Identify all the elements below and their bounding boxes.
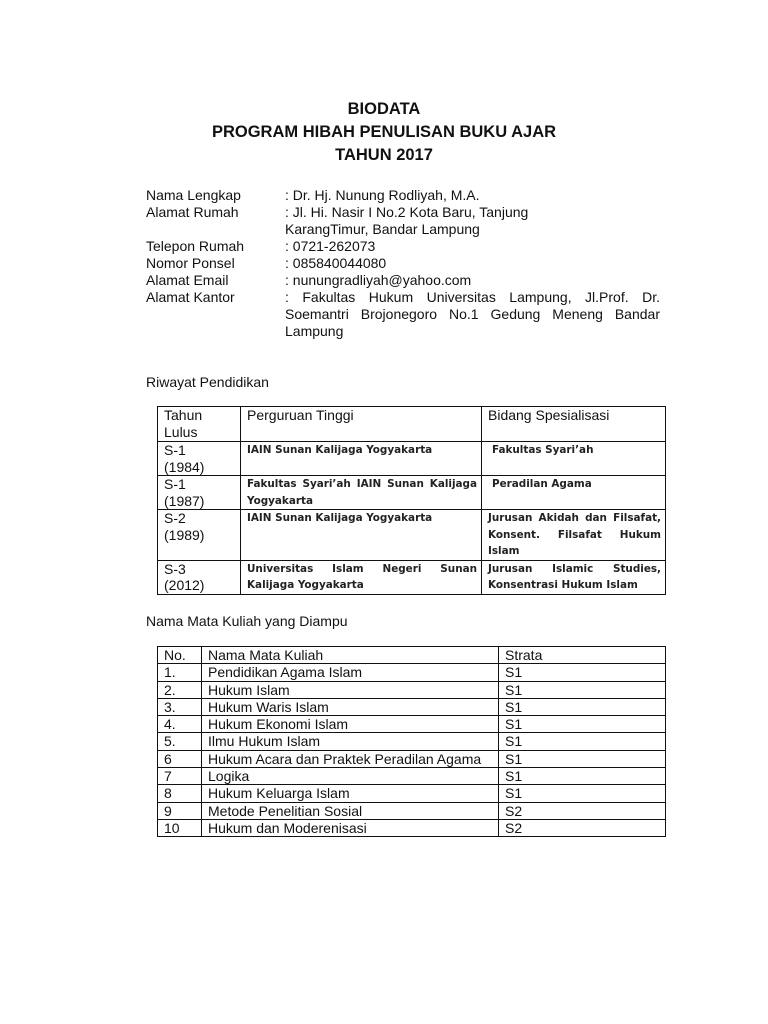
no-cell: 4. bbox=[158, 716, 202, 733]
bio-value: : 085840044080 bbox=[285, 255, 387, 271]
bio-value: : Dr. Hj. Nunung Rodliyah, M.A. bbox=[285, 187, 480, 203]
field-cell: Fakultas Syari’ah bbox=[482, 442, 666, 476]
course-cell: Hukum Acara dan Praktek Peradilan Agama bbox=[202, 750, 499, 767]
no-cell: 3. bbox=[158, 698, 202, 715]
course-cell: Metode Penelitian Sosial bbox=[202, 802, 499, 819]
bio-row-home-address bbox=[146, 204, 660, 238]
education-table bbox=[157, 406, 666, 595]
table-row bbox=[158, 716, 666, 733]
table-row bbox=[158, 476, 666, 510]
table-row bbox=[158, 560, 666, 594]
course-cell: Hukum Islam bbox=[202, 681, 499, 698]
school-cell: Fakultas Syari’ah IAIN Sunan Kalijaga Yogyakarta bbox=[241, 476, 482, 510]
bio-row-office-address bbox=[146, 289, 660, 340]
bio-label: Nomor Ponsel bbox=[146, 255, 235, 271]
school-cell: IAIN Sunan Kalijaga Yogyakarta bbox=[241, 510, 482, 561]
strata-cell: S1 bbox=[499, 681, 666, 698]
table-header-row bbox=[158, 647, 666, 664]
table-row bbox=[158, 768, 666, 785]
header-cell: Strata bbox=[499, 647, 666, 664]
courses-table bbox=[157, 646, 666, 837]
document-title: BIODATA bbox=[347, 100, 421, 118]
year-cell: S-3 (2012) bbox=[158, 560, 241, 594]
table-row bbox=[158, 819, 666, 836]
no-cell: 1. bbox=[158, 664, 202, 681]
strata-cell: S1 bbox=[499, 768, 666, 785]
course-cell: Hukum Ekonomi Islam bbox=[202, 716, 499, 733]
table-row bbox=[158, 802, 666, 819]
no-cell: 7 bbox=[158, 768, 202, 785]
no-cell: 2. bbox=[158, 681, 202, 698]
strata-cell: S1 bbox=[499, 733, 666, 750]
bio-label: Alamat Kantor bbox=[146, 289, 235, 305]
year-cell: S-2 (1989) bbox=[158, 510, 241, 561]
table-row bbox=[158, 510, 666, 561]
table-row bbox=[158, 750, 666, 767]
field-cell: Jurusan Islamic Studies, Konsentrasi Hukum Islam bbox=[482, 560, 666, 594]
table-row bbox=[158, 698, 666, 715]
courses-heading: Nama Mata Kuliah yang Diampu bbox=[146, 613, 348, 629]
course-cell: Hukum dan Moderenisasi bbox=[202, 819, 499, 836]
bio-value: : Fakultas Hukum Universitas Lampung, Jl.Prof. Dr. Soemantri Brojonegoro No.1 Gedung Meneng Bandar Lampung bbox=[285, 289, 660, 339]
header-cell: Tahun Lulus bbox=[158, 407, 241, 442]
bio-row-email bbox=[146, 272, 660, 289]
header-cell: Perguruan Tinggi bbox=[241, 407, 482, 442]
table-row bbox=[158, 785, 666, 802]
table-row bbox=[158, 733, 666, 750]
strata-cell: S1 bbox=[499, 698, 666, 715]
course-cell: Ilmu Hukum Islam bbox=[202, 733, 499, 750]
header-cell: No. bbox=[158, 647, 202, 664]
program-title: PROGRAM HIBAH PENULISAN BUKU AJAR bbox=[211, 123, 557, 141]
table-row bbox=[158, 442, 666, 476]
header-cell: Nama Mata Kuliah bbox=[202, 647, 499, 664]
no-cell: 6 bbox=[158, 750, 202, 767]
table-header-row bbox=[158, 407, 666, 442]
no-cell: 8 bbox=[158, 785, 202, 802]
no-cell: 10 bbox=[158, 819, 202, 836]
strata-cell: S1 bbox=[499, 785, 666, 802]
no-cell: 5. bbox=[158, 733, 202, 750]
bio-row-mobile bbox=[146, 255, 660, 272]
year-cell: S-1 (1987) bbox=[158, 476, 241, 510]
strata-cell: S1 bbox=[499, 716, 666, 733]
bio-label: Nama Lengkap bbox=[146, 187, 241, 203]
year-title: TAHUN 2017 bbox=[335, 146, 433, 164]
bio-value: : 0721-262073 bbox=[285, 238, 376, 254]
school-cell: Universitas Islam Negeri Sunan Kalijaga Yogyakarta bbox=[241, 560, 482, 594]
bio-label: Telepon Rumah bbox=[146, 238, 245, 254]
course-cell: Pendidikan Agama Islam bbox=[202, 664, 499, 681]
field-cell: Jurusan Akidah dan Filsafat, Konsent. Filsafat Hukum Islam bbox=[482, 510, 666, 561]
bio-value: : Jl. Hi. Nasir I No.2 Kota Baru, Tanjung KarangTimur, Bandar Lampung bbox=[285, 204, 529, 237]
course-cell: Hukum Keluarga Islam bbox=[202, 785, 499, 802]
strata-cell: S1 bbox=[499, 664, 666, 681]
course-cell: Hukum Waris Islam bbox=[202, 698, 499, 715]
bio-row-home-phone bbox=[146, 238, 660, 255]
school-cell: IAIN Sunan Kalijaga Yogyakarta bbox=[241, 442, 482, 476]
table-row bbox=[158, 681, 666, 698]
course-cell: Logika bbox=[202, 768, 499, 785]
education-heading: Riwayat Pendidikan bbox=[146, 374, 269, 390]
bio-label: Alamat Rumah bbox=[146, 204, 239, 220]
year-cell: S-1 (1984) bbox=[158, 442, 241, 476]
bio-label: Alamat Email bbox=[146, 272, 229, 288]
no-cell: 9 bbox=[158, 802, 202, 819]
field-cell: Peradilan Agama bbox=[482, 476, 666, 510]
strata-cell: S2 bbox=[499, 819, 666, 836]
bio-value: : nunungradliyah@yahoo.com bbox=[285, 272, 472, 288]
strata-cell: S1 bbox=[499, 750, 666, 767]
header-cell: Bidang Spesialisasi bbox=[482, 407, 666, 442]
strata-cell: S2 bbox=[499, 802, 666, 819]
biodata-section bbox=[146, 187, 660, 340]
table-row bbox=[158, 664, 666, 681]
bio-row-name bbox=[146, 187, 660, 204]
